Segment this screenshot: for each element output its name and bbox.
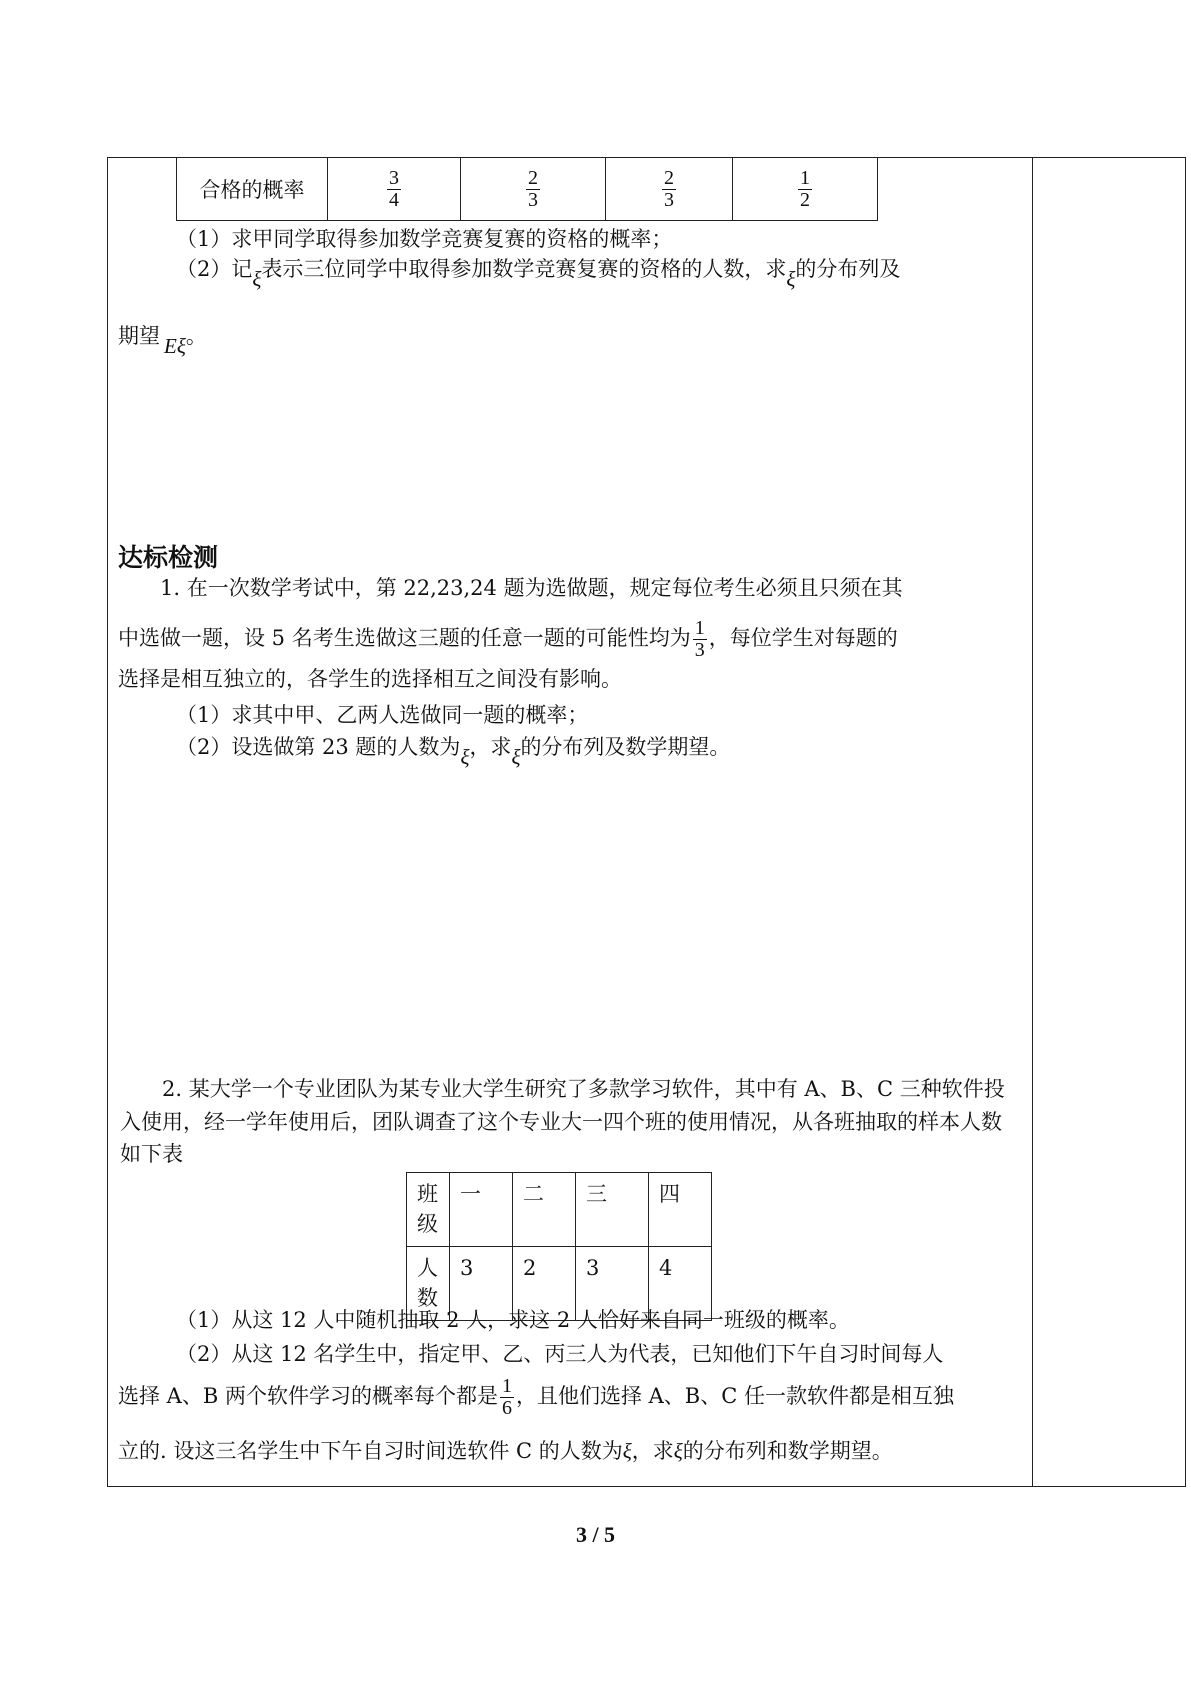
table-cell: 三 [576, 1173, 649, 1247]
fraction: $\frac{1}{6}$ [501, 1375, 512, 1419]
fraction: $\frac{1}{2}$ [800, 166, 810, 211]
part1-question-1: （1）求甲同学取得参加数学竞赛复赛的资格的概率； [176, 227, 673, 251]
column-divider [1032, 157, 1033, 1487]
problem2-question-2-line3: 立的. 设这三名学生中下午自习时间选软件 C 的人数为ξ，求ξ的分布列和数学期望。 [118, 1439, 893, 1463]
problem2-question-2-line1: （2）从这 12 名学生中，指定甲、乙、丙三人为代表，已知他们下午自习时间每人 [176, 1342, 944, 1366]
table-header-cell: 班级 [407, 1173, 450, 1247]
table-cell: 2 [513, 1246, 576, 1320]
page-number: 3 / 5 [575, 1522, 616, 1547]
fraction: $\frac{3}{4}$ [389, 166, 399, 211]
class-sample-table [406, 1172, 712, 1321]
problem2-question-1: （1）从这 12 人中随机抽取 2 人，求这 2 人恰好来自同一班级的概率。 [176, 1308, 850, 1332]
table-cell: 3 [450, 1246, 513, 1320]
table-cell: 四 [649, 1173, 712, 1247]
table-cell: 二 [513, 1173, 576, 1247]
table-cell [733, 158, 878, 221]
part1-question-2-cont: 期望 Eξ。 [118, 324, 207, 358]
table-header-cell: 人数 [407, 1246, 450, 1320]
table-cell: 3 [576, 1246, 649, 1320]
fraction: $\frac{1}{3}$ [694, 617, 705, 661]
problem2-question-2-line2: 选择 A、B 两个软件学习的概率每个都是 $\frac{1}{6}$ ，且他们选择 A、B、C 任一款软件都是相互独 [118, 1375, 954, 1419]
table-cell [328, 158, 461, 221]
table-cell [461, 158, 606, 221]
table-cell: 一 [450, 1173, 513, 1247]
table-cell [606, 158, 733, 221]
fraction: $\frac{2}{3}$ [664, 166, 674, 211]
part1-question-2: （2）记ξ表示三位同学中取得参加数学竞赛复赛的资格的人数，求ξ的分布列及 [176, 257, 901, 291]
problem1-line3: 选择是相互独立的，各学生的选择相互之间没有影响。 [118, 667, 622, 691]
fraction: $\frac{2}{3}$ [528, 166, 538, 211]
problem2-intro: 2. 某大学一个专业团队为某专业大学生研究了多款学习软件，其中有 A、B、C 三种软件投入使用，经一学年使用后，团队调查了这个专业大一四个班的使用情况，从各班抽取的样本人数如下表 [120, 1077, 1005, 1167]
section-title: 达标检测 [118, 543, 219, 572]
table-row [177, 158, 878, 221]
qualification-probability-table [176, 157, 878, 221]
table-label-cell: 合格的概率 [177, 158, 328, 221]
table-cell: 4 [649, 1246, 712, 1320]
table-row [407, 1173, 712, 1247]
problem1-line2: 中选做一题，设 5 名考生选做这三题的任意一题的可能性均为 $\frac{1}{3}$ ，每位学生对每题的 [118, 617, 898, 661]
problem1-question-1: （1）求其中甲、乙两人选做同一题的概率； [176, 703, 589, 727]
problem1-question-2: （2）设选做第 23 题的人数为ξ，求ξ的分布列及数学期望。 [176, 735, 731, 769]
problem1-line1: 1. 在一次数学考试中，第 22,23,24 题为选做题，规定每位考生必须且只须在其 [160, 576, 903, 600]
